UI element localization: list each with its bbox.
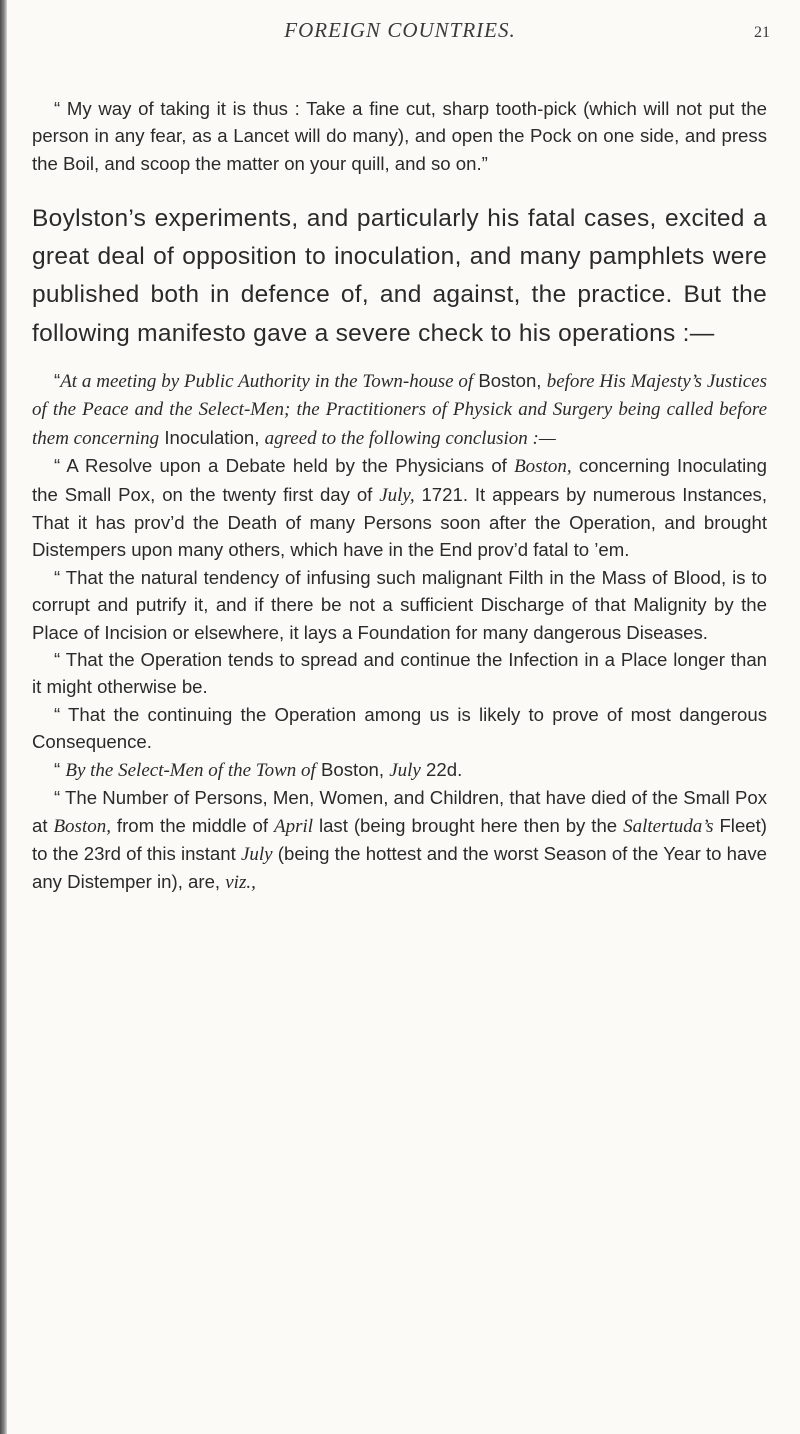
- heading-italic-2: before His Majesty’s Justices of the Peace and the Select-Men; the Practitioners of Physick and Surgery being called before them concerning: [32, 371, 768, 449]
- number-text-1: “ The Number of Persons, Men, Women, and Children, that have died of the Small Pox at: [32, 787, 767, 836]
- selectmen-italic: By the Select-Men of the Town of: [65, 759, 316, 781]
- heading-quote-mark: “: [54, 370, 61, 391]
- number-april: April: [273, 815, 314, 837]
- number-saltertuda: Saltertuda’s: [623, 815, 714, 837]
- main-paragraph: [32, 200, 767, 353]
- selectmen-date: 22d.: [420, 758, 463, 780]
- number-text-4: Fleet) to the 23rd of this instant: [32, 814, 767, 864]
- heading-boston: Boston,: [473, 370, 547, 391]
- book-spine-edge: [0, 0, 7, 1434]
- manifesto-block: [32, 367, 767, 897]
- number-paragraph: [32, 784, 767, 897]
- main-paragraph-text: Boylston’s experiments, and particularly his fatal cases, excited a great deal of opposition to inoculation, and many pamphlets were published both in defence of, and against, the practice. But the following manifesto gave a severe check to his operations :—: [32, 205, 767, 347]
- quote-text: “ My way of taking it is thus : Take a fine cut, sharp tooth-pick (which will not put the person in any fear, as a Lancet will do many), and open the Pock on one side, and press the Boil, and scoop the matter on your quill, and so on.”: [32, 98, 767, 174]
- selectmen-line: [32, 756, 767, 784]
- selectmen-boston: Boston,: [315, 758, 390, 780]
- number-text-3: last (being brought here then by the: [313, 814, 624, 836]
- resolve-text-3: 1721. It appears by numerous Instances, That it has prov’d the Death of many Persons soon after the Operation, and brought Distempers upon many others, which have in the End prov’d fatal to ’em.: [32, 483, 768, 561]
- number-boston: Boston,: [53, 815, 111, 837]
- manifesto-heading: [32, 367, 767, 452]
- number-july: July: [240, 843, 273, 865]
- continuing-paragraph: “ That the continuing the Operation among us is likely to prove of most dangerous Consequence.: [32, 703, 767, 753]
- selectmen-july: July: [389, 759, 421, 781]
- resolve-text-2: concerning Inoculating the Small Pox, on the twenty first day of: [32, 455, 767, 505]
- running-title: FOREIGN COUNTRIES.: [284, 18, 516, 42]
- tendency-paragraph: “ That the natural tendency of infusing such malignant Filth in the Mass of Blood, is to corrupt and putrify it, and if there be not a sufficient Discharge of that Malignity by the Place of Incision or elsewhere, it lays a Foundation for many dangerous Diseases.: [32, 566, 767, 643]
- resolve-text-1: “ A Resolve upon a Debate held by the Physicians of: [54, 455, 515, 477]
- heading-inoculation: Inoculation,: [159, 426, 265, 448]
- number-viz: viz.,: [225, 872, 256, 894]
- resolve-july: July,: [379, 484, 415, 506]
- selectmen-quote-mark: “: [54, 758, 66, 780]
- page-number: 21: [754, 24, 770, 41]
- number-text-2: from the middle of: [110, 814, 274, 836]
- heading-italic-1: At a meeting by Public Authority in the Town-house of: [60, 371, 474, 392]
- operation-paragraph: “ That the Operation tends to spread and continue the Infection in a Place longer than it might otherwise be.: [32, 649, 767, 698]
- quote-boylston-method: [32, 95, 767, 177]
- resolve-boston: Boston,: [514, 456, 572, 478]
- number-text-5: (being the hottest and the worst Season of the Year to have any Distemper in), are,: [32, 842, 767, 893]
- heading-italic-3: agreed to the following conclusion :—: [264, 427, 556, 449]
- resolve-paragraph: [32, 452, 767, 564]
